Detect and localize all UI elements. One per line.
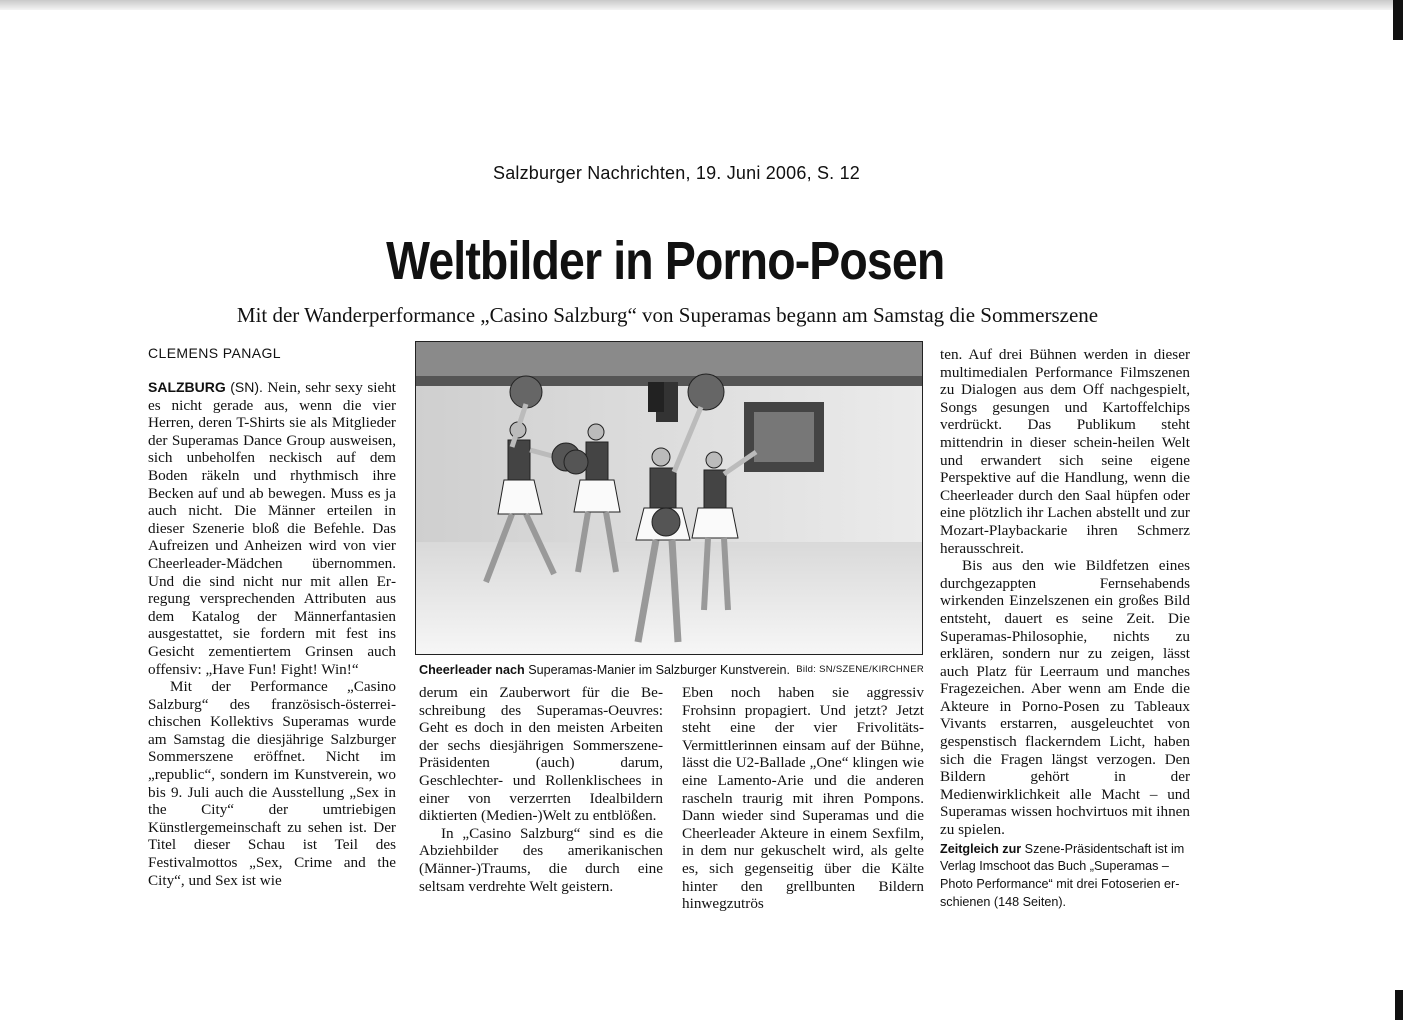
paragraph: ten. Auf drei Bühnen werden in dieser multimedialen Performance Filmszenen zu Dialogen aus dem Off nachgespielt, Songs gesungen und Kartoffelchips verdrückt. Das Publikum steht mittendrin in dieser schein-heilen Welt und erwandert sich seine eigene Perspektive auf die Handlung, wenn die Cheerleader durch den Saal hüpfen oder eine plötzlich ihr Lachen abstellt und zur Mozart-Playbackarie ihren Schmerz herausschreit. [940, 346, 1190, 557]
dateline-place: SALZBURG [148, 379, 226, 395]
paragraph: derum ein Zauberwort für die Beschreibung des Superamas-Oeuvres: Geht es doch in den meisten Arbeiten der sechs diesjährigen Sommerszene-Präsidenten (auch) darum, Geschlechter- und Rollenklischees in einer von verzerrten Idealbildern diktierten (Medien-)Welt zu entblößen. [419, 684, 663, 825]
dateline-agency: (SN). [230, 379, 263, 395]
author-byline: CLEMENS PANAGL [148, 345, 281, 361]
article-column-1 [148, 379, 396, 889]
article-column-3 [682, 684, 924, 913]
subheadline: Mit der Wanderperformance „Casino Salzburg“ von Superamas begann am Samstag die Sommerszene [236, 303, 1099, 327]
paragraph: In „Casino Salzburg“ sind es die Abziehbilder des amerikanischen (Männer-)Traums, die durch eine seltsam verdrehte Welt geistern. [419, 824, 663, 895]
note-lead: Zeitgleich zur [940, 841, 1022, 856]
caption-lead: Cheerleader nach [419, 663, 525, 677]
article-column-2 [419, 684, 663, 895]
scan-edge-mark [1395, 990, 1403, 1020]
paragraph: Eben noch haben sie aggressiv Frohsinn propagiert. Und jetzt? Jetzt steht eine der vier Frivolitäts-Vermittlerinnen einsam auf der Bühne, lässt die U2-Ballade „One“ klingen wie eine Lamento-Arie und die anderen rascheln traurig mit ihren Pompons. Dann wieder sind Superamas und die Cheerleader Akteure in einem Sexfilm, in dem nur gekuschelt wird, als gelte es, sich gegenseitig über die Kälte hinter den grellbunten Bildern hinwegzutrös [682, 684, 924, 913]
paragraph: Bis aus den wie Bildfetzen eines durchgezappten Fernsehabends wirkenden Einzelszenen ein großes Bild entsteht, dauert es seine Zeit. Die Superamas-Philosophie, nichts zu erklären, sondern nur zu zeigen, lässt auch Platz für Leerraum und manches Fragezeichen. Aber wenn am Ende die Akteure in Porno-Posen zu Tableaux Vivants erstarren, ausgeleuchtet von gespenstisch flackerndem Licht, haben sich die Fragen längst verzogen. Den Bildern gehört in der Medienwirklichkeit alle Macht – und Superamas wissen hochvirtuos mit ihnen zu spielen. [940, 557, 1190, 839]
cheerleader-photo [416, 342, 922, 654]
article-photo [415, 341, 923, 655]
paragraph: Mit der Performance „Casino Salzburg“ des französisch-österreichischen Kollektivs Superamas wurde am Samstag die diesjährige Salzburger Sommerszene eröffnet. Nicht im „republic“, sondern im Kunstverein, wo bis 9. Juli auch die Ausstellung „Sex in the City“ der umtriebigen Künstlergemeinschaft zu sehen ist. Der Titel dieser Schau ist Teil des Festivalmottos „Sex, Crime and the City“, und Sex ist wie [148, 678, 396, 889]
paragraph-text: Nein, sehr sexy sieht es nicht gerade aus, wenn die vier Herren, deren T-Shirts sie als Mitglieder der Superamas Dance Group ausweisen, sich unbeholfen neckisch auf dem Boden räkeln und rhythmisch ihre Becken auf und ab bewegen. Muss es ja auch nicht. Die Männer erteilen in dieser Szenerie bloß die Befehle. Das Aufreizen und Anheizen wird von vier Cheerleader-Mädchen übernommen. Und die sind nicht nur mit allen Erregung versprechenden Attributen aus dem Katalog der Männerfantasien ausgestattet, sie fordern mit fest ins Gesicht zementiertem Grinsen auch offensiv: „Have Fun! Fight! Win!“ [148, 379, 397, 678]
paragraph [148, 379, 396, 678]
photo-caption [419, 663, 924, 677]
note-text: Szene-Präsidentschaft ist im Verlag Imschoot das Buch „Superamas – Photo Performance“ mit drei Fotoserien erschienen (148 Seiten). [940, 841, 1185, 910]
scan-edge-mark [1393, 0, 1403, 40]
book-note [940, 841, 1190, 912]
source-line: Salzburger Nachrichten, 19. Juni 2006, S. 12 [492, 163, 861, 183]
article-column-4 [940, 346, 1190, 912]
photo-credit: Bild: SN/SZENE/KIRCHNER [796, 664, 924, 675]
caption-text: Superamas-Manier im Salzburger Kunstverein. [528, 663, 790, 677]
scan-top-edge [0, 0, 1403, 10]
headline: Weltbilder in Porno-Posen [386, 231, 945, 291]
